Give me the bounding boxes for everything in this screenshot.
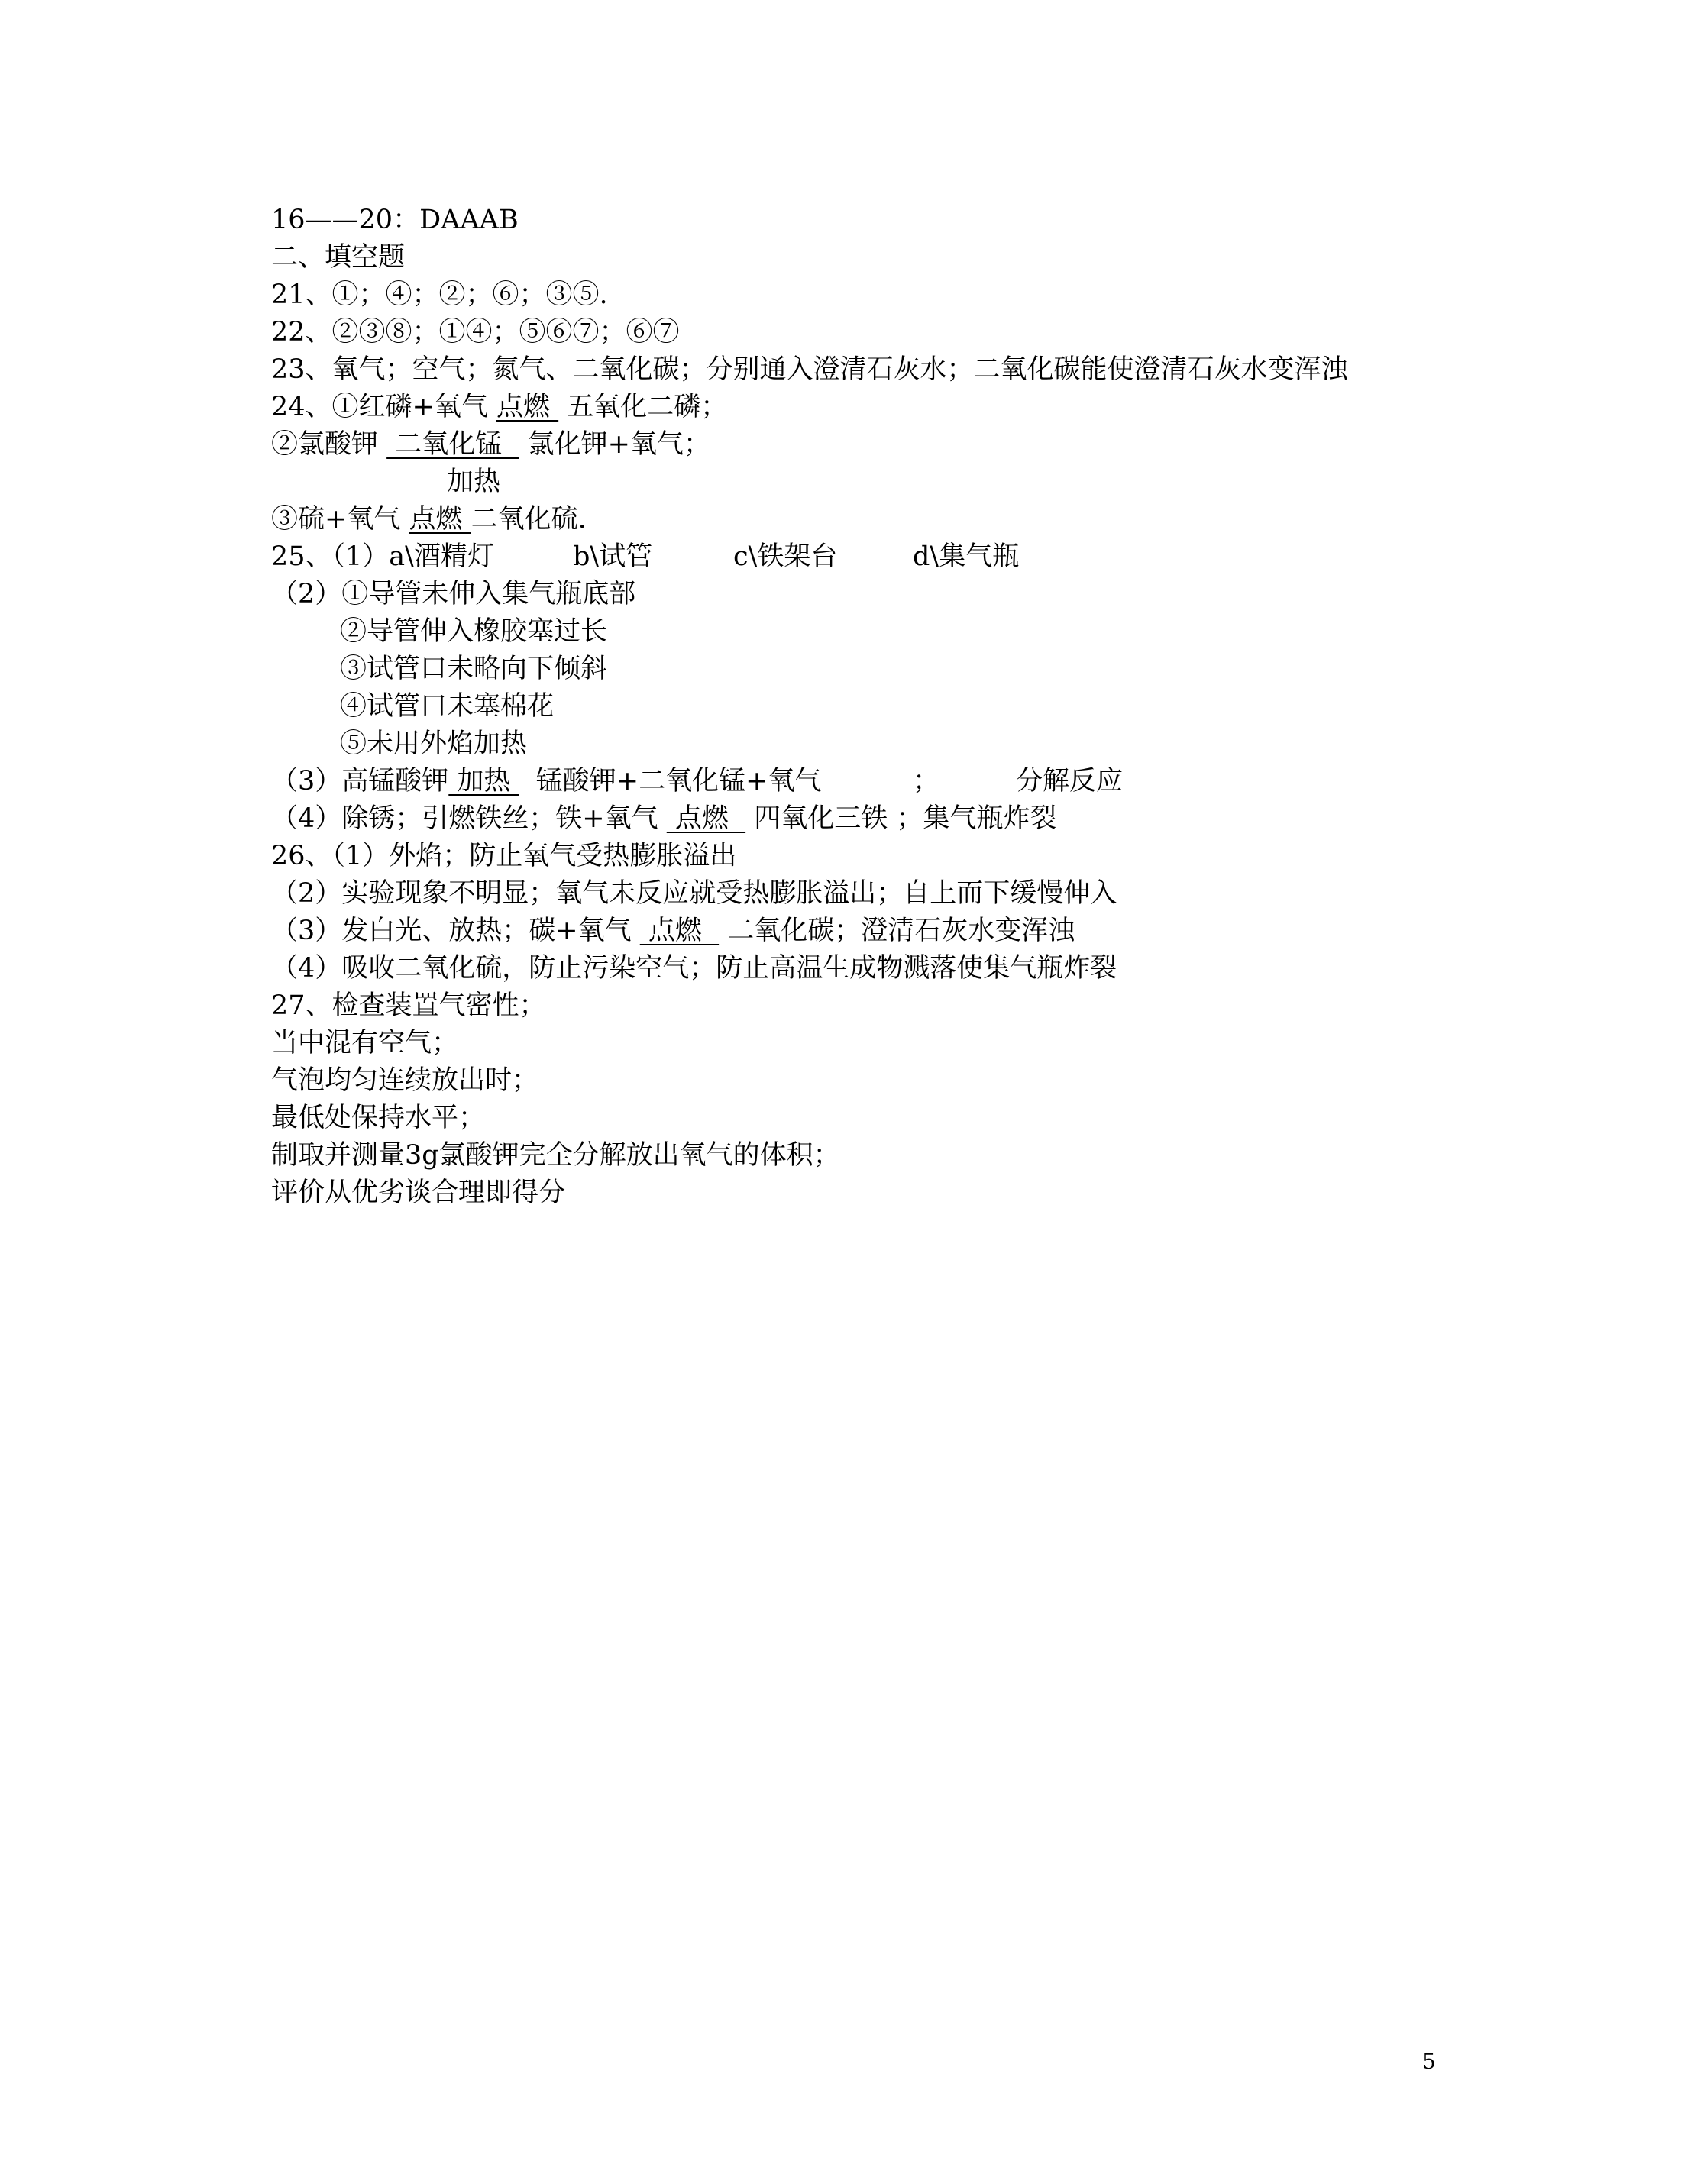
answer-line-21: 21、①；④；②；⑥；③⑤. xyxy=(271,279,608,310)
page-number: 5 xyxy=(1422,2049,1436,2074)
answer-line-25-2e: ⑤未用外焰加热 xyxy=(340,729,528,759)
answer-line-25-4 xyxy=(271,800,1056,837)
answer-line-25-2: （2）①导管未伸入集气瓶底部 xyxy=(271,579,636,609)
answer-line-26-4: （4）吸收二氧化硫，防止污染空气；防止高温生成物溅落使集气瓶炸裂 xyxy=(271,953,1117,984)
answer-line-24-2 xyxy=(271,426,710,463)
answer-line-22: 22、②③⑧；①④；⑤⑥⑦；⑥⑦ xyxy=(271,317,680,347)
text: 二氧化硫. xyxy=(471,504,587,535)
text: ②氯酸钾 xyxy=(271,429,387,460)
answer-line-16-20: 16——20：DAAAB xyxy=(271,205,519,235)
answer-line-25-1 xyxy=(271,538,1020,575)
answer-line-26-2: （2）实验现象不明显；氧气未反应就受热膨胀溢出；自上而下缓慢伸入 xyxy=(271,878,1117,909)
answer-line-27-5: 制取并测量3g氯酸钾完全分解放出氧气的体积； xyxy=(271,1140,840,1171)
answer-line-27-3: 气泡均匀连续放出时； xyxy=(271,1065,539,1096)
underlined-condition: 加热 xyxy=(448,766,519,796)
answer-line-27-6: 评价从优劣谈合理即得分 xyxy=(271,1178,566,1208)
text: 四氧化三铁 ；集气瓶炸裂 xyxy=(745,803,1057,834)
text: （3）发白光、放热；碳+氧气 xyxy=(271,916,640,946)
answer-line-25-2d: ④试管口未塞棉花 xyxy=(340,691,555,722)
underlined-condition: 点燃 xyxy=(666,803,746,834)
text: 氯化钾+氧气； xyxy=(519,429,710,460)
text: ； xyxy=(913,766,940,796)
underlined-catalyst: 二氧化锰 xyxy=(386,429,519,460)
text: 五氧化二磷； xyxy=(558,392,728,422)
text: ③硫+氧气 xyxy=(271,504,409,535)
answer-line-25-3 xyxy=(271,763,1124,800)
answer-line-27-4: 最低处保持水平； xyxy=(271,1103,486,1133)
text: （4）除锈；引燃铁丝；铁+氧气 xyxy=(271,803,667,834)
text: b\试管 xyxy=(573,541,653,572)
underlined-condition: 点燃 xyxy=(409,504,471,535)
text: d\集气瓶 xyxy=(913,541,1020,572)
text: 锰酸钾+二氧化锰+氧气 xyxy=(519,766,822,796)
text: 分解反应 xyxy=(1016,766,1124,796)
underlined-condition: 点燃 xyxy=(496,392,559,422)
underlined-condition: 点燃 xyxy=(639,916,720,946)
answer-line-27-1: 27、检查装置气密性； xyxy=(271,990,546,1021)
answer-line-25-2c: ③试管口未略向下倾斜 xyxy=(340,654,608,684)
answer-line-24-1 xyxy=(271,389,727,425)
text: 25、（1）a\酒精灯 xyxy=(271,541,494,572)
text: 24、①红磷+氧气 xyxy=(271,392,496,422)
section-heading-fill-blank: 二、填空题 xyxy=(271,242,406,273)
text: c\铁架台 xyxy=(733,541,838,572)
answer-line-24-3 xyxy=(271,501,587,538)
text: 二氧化碳；澄清石灰水变浑浊 xyxy=(719,916,1075,946)
answer-line-26-1: 26、（1）外焰；防止氧气受热膨胀溢出 xyxy=(271,841,737,871)
text: （3）高锰酸钾 xyxy=(271,766,449,796)
reaction-condition-heat: 加热 xyxy=(447,467,501,497)
answer-line-25-2b: ②导管伸入橡胶塞过长 xyxy=(340,616,608,647)
answer-line-23: 23、氧气；空气；氮气、二氧化碳；分别通入澄清石灰水；二氧化碳能使澄清石灰水变浑浊 xyxy=(271,354,1348,385)
answer-line-27-2: 当中混有空气； xyxy=(271,1028,459,1058)
answer-line-26-3 xyxy=(271,913,1075,949)
